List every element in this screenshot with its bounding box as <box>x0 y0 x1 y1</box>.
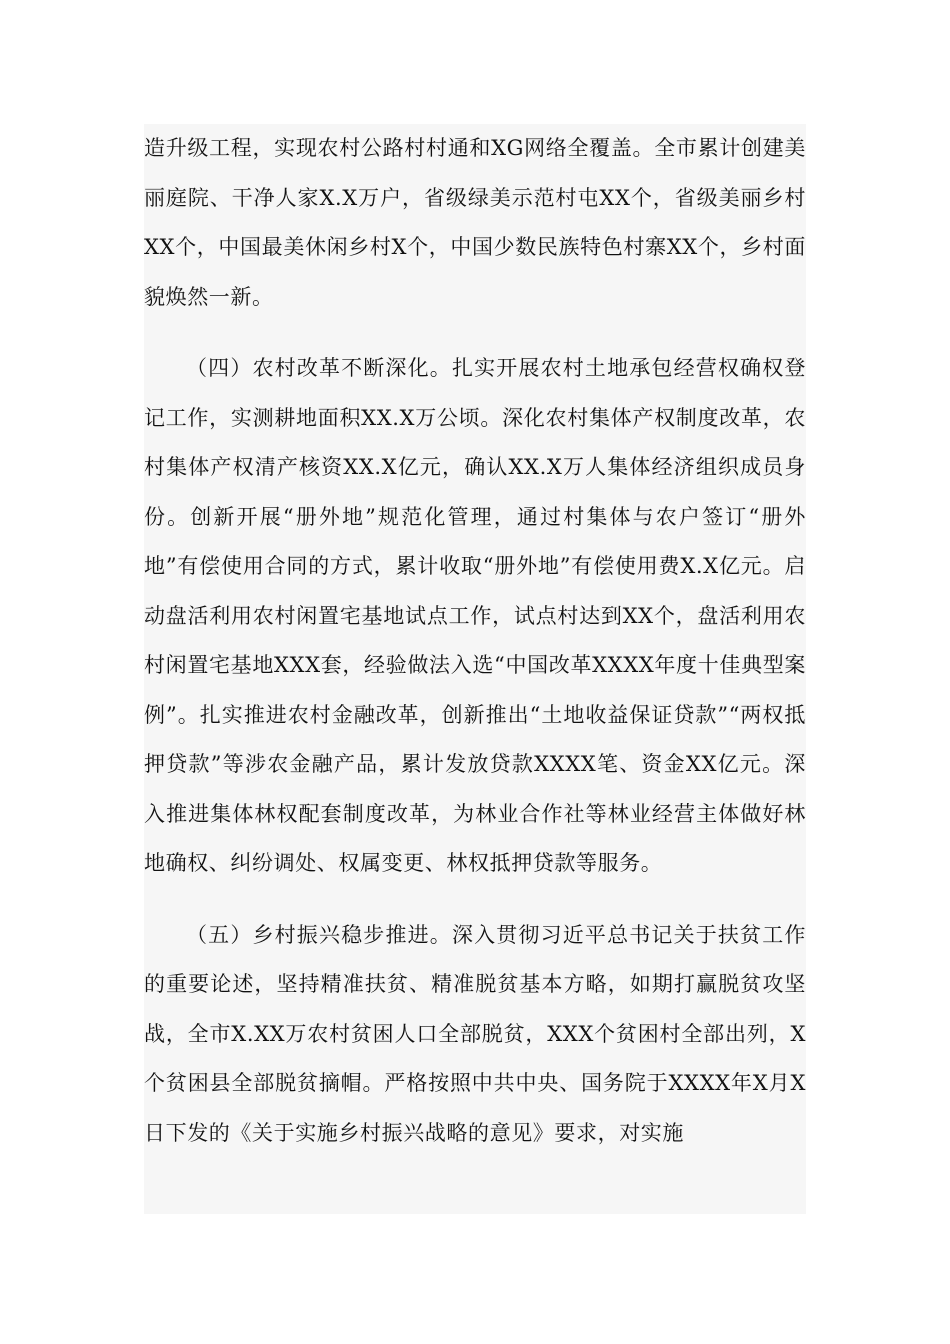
paragraph-rural-revitalization: （五）乡村振兴稳步推进。深入贯彻习近平总书记关于扶贫工作的重要论述，坚持精准扶贫、精准脱贫基本方略，如期打赢脱贫攻坚战，全市X.XX万农村贫困人口全部脱贫，XXX个贫困村全部出列，X个贫困县全部脱贫摘帽。严格按照中共中央、国务院于XXXX年X月X日下发的《关于实施乡村振兴战略的意见》要求，对实施 <box>144 922 806 1145</box>
document-body <box>144 124 806 1214</box>
paragraph-rural-reform: （四）农村改革不断深化。扎实开展农村土地承包经营权确权登记工作，实测耕地面积XX.X万公顷。深化农村集体产权制度改革，农村集体产权清产核资XX.X亿元，确认XX.X万人集体经济组织成员身份。创新开展“册外地”规范化管理，通过村集体与农户签订“册外地”有偿使用合同的方式，累计收取“册外地”有偿使用费X.X亿元。启动盘活利用农村闲置宅基地试点工作，试点村达到XX个，盘活利用农村闲置宅基地XXX套，经验做法入选“中国改革XXXX年度十佳典型案例”。扎实推进农村金融改革，创新推出“土地收益保证贷款”“两权抵押贷款”等涉农金融产品，累计发放贷款XXXX笔、资金XX亿元。深入推进集体林权配套制度改革，为林业合作社等林业经营主体做好林地确权、纠纷调处、权属变更、林权抵押贷款等服务。 <box>144 356 806 875</box>
paragraph-rural-infrastructure: 造升级工程，实现农村公路村村通和XG网络全覆盖。全市累计创建美丽庭院、干净人家X.X万户，省级绿美示范村屯XX个，省级美丽乡村XX个，中国最美休闲乡村X个，中国少数民族特色村寨XX个，乡村面貌焕然一新。 <box>144 136 806 309</box>
